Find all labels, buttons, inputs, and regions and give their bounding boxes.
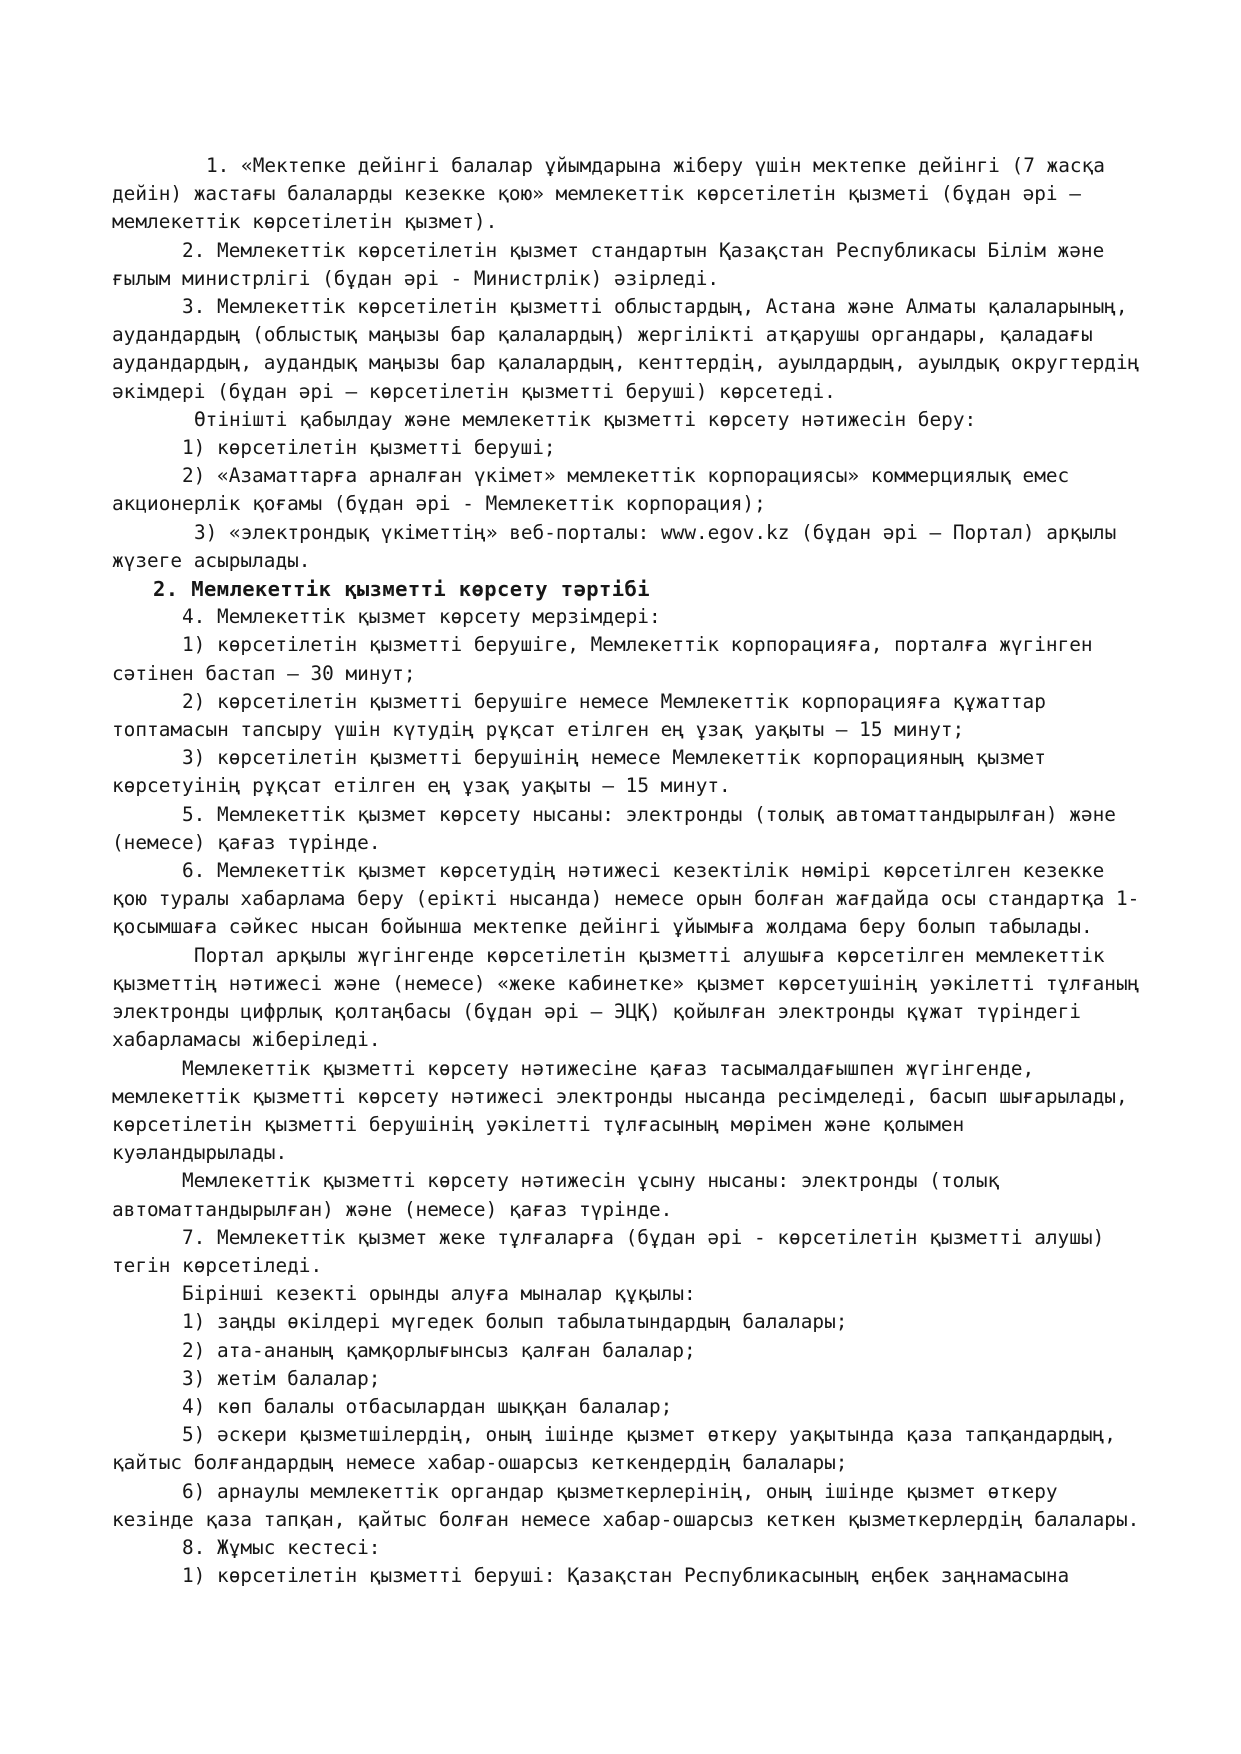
text-line: ғылым министрлігі (бұдан әрі - Министрлік) әзірледі. [112,266,720,290]
text-line: 7. Мемлекеттік қызмет жеке тұлғаларға (бұдан әрі - көрсетілетін қызметті алушы) [182,1225,1105,1249]
text-line: 5. Мемлекеттік қызмет көрсету нысаны: электронды (толық автоматтандырылған) және [182,802,1116,826]
text-line: электронды цифрлық қолтаңбасы (бұдан әрі – ЭЦҚ) қойылған электронды құжат түріндегі [112,1000,1081,1024]
paragraph [112,519,1162,575]
text-line: 1) заңды өкілдері мүгедек болып табылатындардың балалары; [182,1310,848,1334]
paragraph [112,1308,1162,1336]
text-line: 3) жетім балалар; [182,1366,381,1390]
text-line: автоматтандырылған) және (немесе) қағаз түрінде. [112,1197,673,1221]
paragraph [112,1534,1162,1562]
text-line: 1) көрсетілетін қызметті беруші; [182,436,556,460]
text-line: Мемлекеттік қызметті көрсету нәтижесін ұсыну нысаны: электронды (толық [182,1169,1000,1193]
text-line: мемлекеттік көрсетілетін қызмет). [112,210,498,234]
text-line: кезінде қаза тапқан, қайтыс болған немесе хабар-ошарсыз кеткен қызметкерлердің балалары. [112,1507,1140,1531]
text-line: 2) көрсетілетін қызметті берушіге немесе Мемлекеттік корпорацияға құжаттар [182,689,1046,713]
text-line: 3) «электрондық үкіметтің» веб-порталы: www.egov.kz (бұдан әрі – Портал) арқылы [194,520,1117,544]
paragraph [112,1562,1162,1590]
text-line: дейін) жастағы балаларды кезекке қою» мемлекеттік көрсетілетін қызметі (бұдан әрі – [112,182,1081,206]
paragraph [112,462,1162,518]
paragraph [112,293,1162,406]
paragraph [112,1393,1162,1421]
text-line: қызметтің нәтижесі және (немесе) «жеке кабинетке» қызмет көрсетушінің уәкілетті тұлғаның [112,971,1140,995]
paragraph [112,1224,1162,1280]
paragraph [112,1055,1162,1168]
text-line: аудандардың (облыстық маңызы бар қалалардың) жергілікті атқарушы органдары, қаладағы [112,323,1093,347]
text-line: 2) ата-ананың қамқорлығынсыз қалған балалар; [182,1338,696,1362]
text-line: көрсетуінің рұқсат етілген ең ұзақ уақыты – 15 минут. [112,774,731,798]
text-line: 1) көрсетілетін қызметті беруші: Қазақстан Республикасының еңбек заңнамасына [182,1564,1070,1588]
document-body [112,152,1162,1590]
text-line: тегін көрсетіледі. [112,1253,323,1277]
text-line: сәтінен бастап – 30 минут; [112,661,416,685]
paragraph [112,857,1162,942]
paragraph [112,942,1162,1055]
paragraph [112,1478,1162,1534]
text-line: 2. Мемлекеттік қызметті көрсету тәртібі [153,577,650,602]
text-line: Мемлекеттік қызметті көрсету нәтижесіне қағаз тасымалдағышпен жүгінгенде, [182,1056,1035,1080]
paragraph [112,1421,1162,1477]
text-line: Өтінішті қабылдау және мемлекеттік қызметті көрсету нәтижесін беру: [194,407,977,431]
paragraph [112,406,1162,434]
text-line: (немесе) қағаз түрінде. [112,830,381,854]
text-line: 4) көп балалы отбасылардан шыққан балалар; [182,1394,673,1418]
text-line: 1. «Мектепке дейінгі балалар ұйымдарына жіберу үшін мектепке дейінгі (7 жасқа [206,154,1105,177]
text-line: 3. Мемлекеттік көрсетілетін қызметті облыстардың, Астана және Алматы қалаларының, [182,295,1128,319]
paragraph [112,434,1162,462]
text-line: акционерлік қоғамы (бұдан әрі - Мемлекеттік корпорация); [112,492,766,516]
text-line: 3) көрсетілетін қызметті берушінің немесе Мемлекеттік корпорацияның қызмет [182,746,1046,770]
paragraph [112,1337,1162,1365]
text-line: хабарламасы жіберіледі. [112,1028,381,1052]
paragraph [112,688,1162,744]
text-line: 2. Мемлекеттік көрсетілетін қызмет стандартын Қазақстан Республикасы Білім және [182,238,1105,262]
paragraph [112,801,1162,857]
paragraph [112,603,1162,631]
section-heading [112,575,1162,603]
paragraph [112,237,1162,293]
text-line: 6) арнаулы мемлекеттік органдар қызметкерлерінің, оның ішінде қызмет өткеру [182,1479,1058,1503]
text-line: куәландырылады. [112,1141,288,1165]
text-line: мемлекеттік қызметті көрсету нәтижесі электронды нысанда ресімделеді, басып шығарылады, [112,1084,1128,1108]
text-line: 2) «Азаматтарға арналған үкімет» мемлекеттік корпорациясы» коммерциялық емес [182,464,1070,488]
text-line: аудандардың, аудандық маңызы бар қалалардың, кенттердің, ауылдардың, ауылдық округтердің [112,351,1140,375]
text-line: Бірінші кезекті орынды алуға мыналар құқылы: [182,1282,696,1306]
paragraph [112,631,1162,687]
text-line: 8. Жұмыс кестесі: [182,1535,381,1559]
text-line: 1) көрсетілетін қызметті берушіге, Мемлекеттік корпорацияға, порталға жүгінген [182,633,1093,657]
text-line: 6. Мемлекеттік қызмет көрсетудің нәтижесі кезектілік нөмірі көрсетілген кезекке [182,859,1105,883]
text-line: қою туралы хабарлама беру (ерікті нысанда) немесе орын болған жағдайда осы стандартқа 1- [112,887,1140,911]
paragraph [112,1167,1162,1223]
paragraph [112,1280,1162,1308]
text-line: 5) әскери қызметшілердің, оның ішінде қызмет өткеру уақытында қаза тапқандардың, [182,1423,1116,1447]
text-line: 4. Мемлекеттік қызмет көрсету мерзімдері: [182,605,661,629]
paragraph [112,744,1162,800]
text-line: жүзеге асырылады. [112,548,311,572]
text-line: қосымшаға сәйкес нысан бойынша мектепке дейінгі ұйымыға жолдама беру болып табылады. [112,915,1093,939]
paragraph [112,152,1162,237]
text-line: Портал арқылы жүгінгенде көрсетілетін қызметті алушыға көрсетілген мемлекеттік [194,943,1105,967]
text-line: көрсетілетін қызметті берушінің уәкілетті тұлғасының мөрімен және қолымен [112,1112,965,1136]
text-line: қайтыс болғандардың немесе хабар-ошарсыз кеткендердің балалары; [112,1451,848,1475]
text-line: әкімдері (бұдан әрі – көрсетілетін қызметті беруші) көрсетеді. [112,379,836,403]
text-line: топтамасын тапсыру үшін күтудің рұқсат етілген ең ұзақ уақыты – 15 минут; [112,718,965,742]
paragraph [112,1365,1162,1393]
